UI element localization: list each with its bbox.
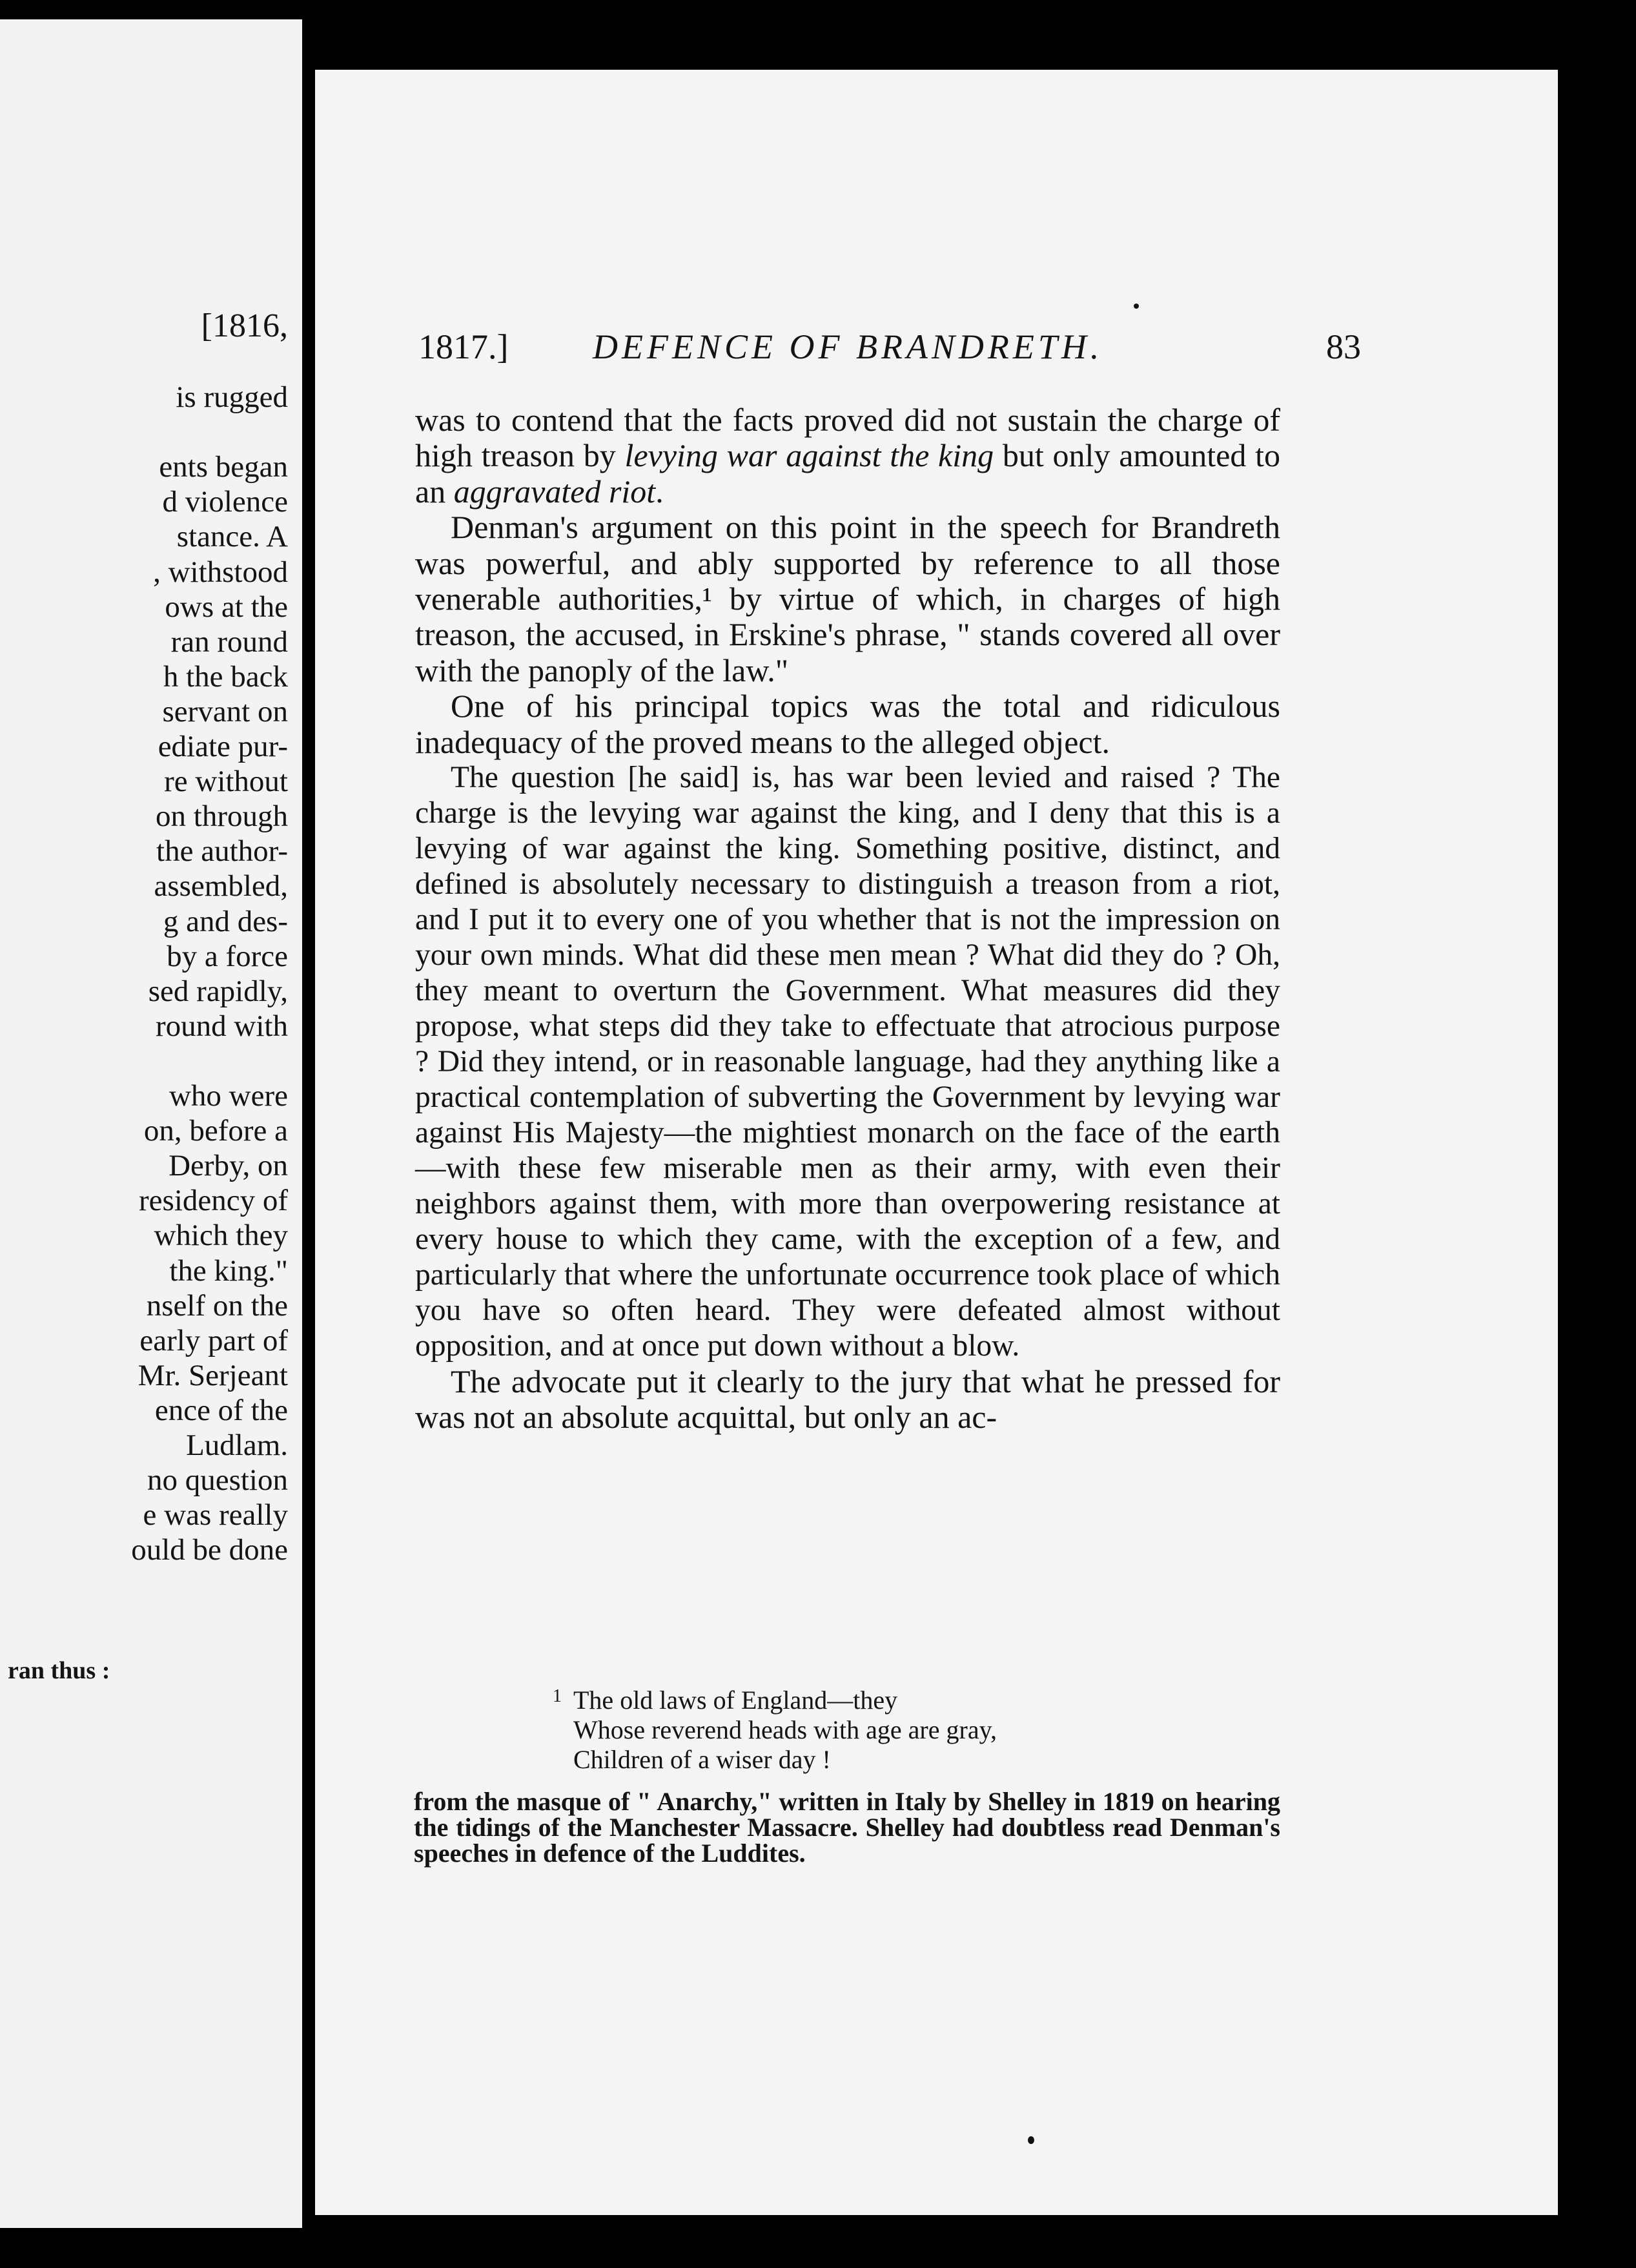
- verse-line: Children of a wiser day !: [573, 1745, 831, 1774]
- left-page-line: by a force: [167, 939, 288, 973]
- left-page-line: ould be done: [131, 1533, 288, 1567]
- left-page-line: on through: [156, 799, 288, 834]
- running-header: [418, 327, 1361, 378]
- left-page-line: ence of the: [154, 1393, 288, 1427]
- left-page-line: re without: [164, 765, 288, 799]
- left-page-line: , withstood: [153, 555, 288, 589]
- paragraph-1-italic-1: levying war against the king: [624, 437, 994, 474]
- left-page: [0, 19, 302, 2228]
- specks: [1028, 2136, 1034, 2144]
- paragraph-1: [415, 402, 1280, 510]
- left-page-line: sed rapidly,: [148, 974, 288, 1008]
- page-number: 83: [1326, 327, 1361, 366]
- left-page-line: h the back: [163, 659, 288, 694]
- left-page-line: servant on: [162, 694, 288, 728]
- left-page-line: residency of: [139, 1184, 288, 1218]
- left-page-line: d violence: [162, 485, 288, 519]
- paragraph-1-text: was to contend that the facts proved did not sustain the charge of high treason by: [415, 402, 1280, 474]
- left-page-line: nself on the: [146, 1288, 288, 1323]
- left-page-line: no question: [147, 1463, 288, 1498]
- footnote-text: from the masque of " Anarchy," written in Italy by Shelley in 1819 on hearing the tidings of the Manchester Massacre. Shelley had doubtless read Denman's speeches in defence of the Luddites.: [414, 1787, 1280, 1868]
- paragraph-2: Denman's argument on this point in the speech for Brandreth was powerful, and ably supported by reference to all those venerable authorities,¹ by virtue of which, in charges of high treason, the accused, in Erskine's phrase, " stands covered all over with the panoply of the law.": [415, 509, 1280, 688]
- header-title: DEFENCE OF BRANDRETH.: [593, 327, 1103, 366]
- right-page: [315, 70, 1558, 2215]
- left-page-line: early part of: [139, 1323, 288, 1357]
- verse-line: Whose reverend heads with age are gray,: [573, 1715, 997, 1744]
- left-page-line: the king.": [169, 1253, 288, 1288]
- left-page-line: round with: [156, 1009, 288, 1043]
- left-page-line: the author-: [156, 834, 288, 869]
- header-year: 1817.]: [418, 327, 509, 366]
- left-page-line: g and des-: [163, 904, 288, 938]
- verse-line: The old laws of England—they: [573, 1686, 898, 1715]
- footnote-verse: [553, 1686, 1154, 1775]
- specks: [1134, 304, 1139, 309]
- left-page-header: [1816,: [201, 307, 288, 344]
- left-page-line: stance. A: [176, 520, 288, 554]
- left-page-line: who were: [169, 1079, 288, 1113]
- left-page-line: ents began: [159, 450, 288, 484]
- left-page-line: is rugged: [176, 380, 288, 414]
- paragraph-1-end: .: [655, 473, 664, 510]
- left-page-line: Ludlam.: [186, 1428, 288, 1462]
- left-page-line: which they: [154, 1219, 288, 1253]
- paragraph-3: One of his principal topics was the total and ridiculous inadequacy of the proved means to the alleged object.: [415, 688, 1280, 760]
- left-page-line: on, before a: [143, 1114, 288, 1148]
- left-page-line: Mr. Serjeant: [138, 1358, 288, 1392]
- left-page-line: ran round: [170, 624, 288, 659]
- left-page-line: ediate pur-: [158, 730, 288, 763]
- footnote-mark: 1: [553, 1686, 562, 1706]
- paragraph-5: The advocate put it clearly to the jury that what he pressed for was not an absolute acquittal, but only an ac-: [415, 1363, 1280, 1436]
- scan-edge: [1558, 0, 1636, 2268]
- paragraph-1-italic-2: aggravated riot: [453, 473, 656, 510]
- left-page-line: ows at the: [165, 590, 288, 624]
- body-text: [415, 402, 1280, 1436]
- left-page-footnote: ran thus :: [8, 1657, 110, 1684]
- paragraph-1-text-2: but only amounted to an: [415, 437, 1281, 510]
- left-page-line: assembled,: [154, 869, 288, 903]
- quoted-speech: The question [he said] is, has war been levied and raised ? The charge is the levying war against the king, and I deny that this is a levying of war against the king. Something positive, distinct, and defined is absolutely necessary to distinguish a treason from a riot, and I put it to every one of you whether that is not the impression on your own minds. What did these men mean ? What did they do ? Oh, they meant to overturn the Government. What measures did they propose, what steps did they take to effectuate that atrocious purpose ? Did they intend, or in reasonable language, had they anything like a practical contemplation of subverting the Government by levying war against His Majesty—the mightiest monarch on the face of the earth—with these few miserable men as their army, with even their neighbors against them, with more than overpowering resistance at every house to which they came, with the exception of a few, and particularly that where the unfortunate occurrence took place of which you have so often heard. They were defeated almost without opposition, and at once put down without a blow.: [415, 761, 1280, 1363]
- left-page-line: Derby, on: [169, 1149, 288, 1183]
- left-page-line: e was really: [143, 1498, 288, 1532]
